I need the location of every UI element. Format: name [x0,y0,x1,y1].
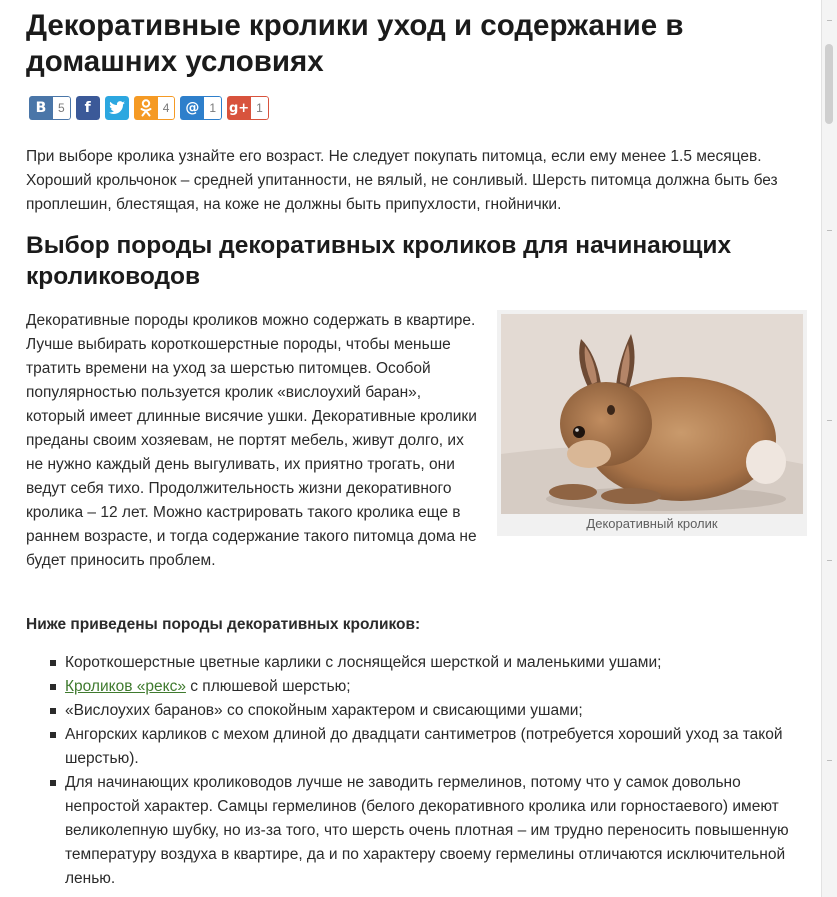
twitter-icon [105,96,129,120]
breeds-list [50,651,810,891]
vk-icon: В [29,96,53,120]
scrollbar-marker [827,560,832,561]
rex-rabbits-link[interactable]: Кроликов «рекс» [65,678,186,695]
rabbit-figure [497,310,807,536]
page-scrollbar[interactable] [821,0,837,897]
odnoklassniki-share-count: 4 [158,96,176,120]
google-plus-share-count: 1 [251,96,269,120]
twitter-share-button[interactable] [105,96,129,120]
section-title: Выбор породы декоративных кроликов для начинающих кролиководов [26,232,732,290]
mailru-share-count: 1 [204,96,222,120]
intro-paragraph: При выборе кролика узнайте его возраст. Не следует покупать питомца, если ему менее 1.5 месяцев. Хороший крольчонок – средней упитанности, не вялый, не сонливый. Шерсть питомца должна быть без проплешин, блестящая, на коже не должны быть припухлости, гнойнички. [26,148,778,213]
google-plus-icon: g+ [227,96,251,120]
social-share-bar [29,95,269,121]
odnoklassniki-icon [134,96,158,120]
image-caption: Декоративный кролик [586,516,718,531]
scrollbar-marker [827,420,832,421]
rabbit-photo [501,314,803,514]
scrollbar-thumb[interactable] [825,44,833,124]
facebook-share-button[interactable] [76,96,100,120]
vk-share-count: 5 [53,96,71,120]
scrollbar-marker [827,20,832,21]
facebook-icon: f [76,96,100,120]
vk-share-button[interactable] [29,96,71,120]
scrollbar-marker [827,230,832,231]
article-title: Декоративные кролики уход и содержание в домашних условиях [26,9,684,78]
breed-paragraph: Декоративные породы кроликов можно содержать в квартире. Лучше выбирать короткошерстные породы, чтобы меньше тратить времени на уход за шерстью питомцев. Особой популярностью пользуется кролик «вислоухий баран», который имеет длинные висячие ушки. Декоративные кролики преданы своим хозяевам, не портят мебель, живут долго, их не нужно каждый день выгуливать, их приятно трогать, они ведут себя тихо. Продолжительность жизни декоративного кролика – 12 лет. Можно кастрировать такого кролика еще в раннем возрасте, и тогда содержание такого питомца дома не будет приносить проблем. [26,312,477,569]
breeds-list-heading: Ниже приведены породы декоративных кроликов: [26,616,421,633]
list-item: Кроликов «рекс» с плюшевой шерстью; [50,675,810,699]
list-item: Для начинающих кролиководов лучше не заводить гермелинов, потому что у самок довольно непростой характер. Самцы гермелинов (белого декоративного кролика или горностаевого) имеют великолепную шубку, но из-за того, что шерсть очень плотная – им трудно переносить повышенную температуру воздуха в квартире, да и по характеру своему гермелины отличаются исключительной ленью. [50,771,810,891]
mailru-share-button[interactable] [180,96,222,120]
list-item: «Вислоухих баранов» со спокойным характером и свисающими ушами; [50,699,810,723]
scrollbar-marker [827,760,832,761]
odnoklassniki-share-button[interactable] [134,96,176,120]
google-plus-share-button[interactable] [227,96,269,120]
list-item: Ангорских карликов с мехом длиной до двадцати сантиметров (потребуется хороший уход за такой шерстью). [50,723,810,771]
mailru-icon: @ [180,96,204,120]
list-item: Короткошерстные цветные карлики с лоснящейся шерсткой и маленькими ушами; [50,651,810,675]
